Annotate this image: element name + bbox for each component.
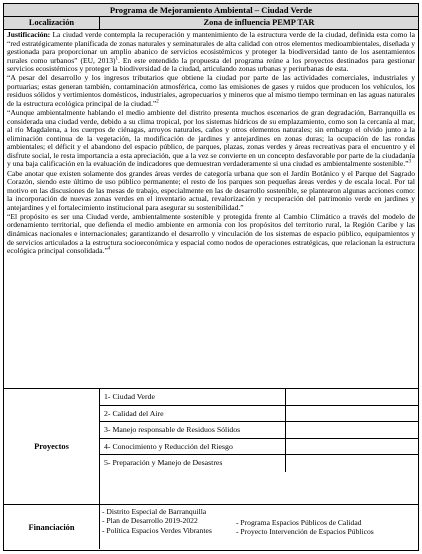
justification-text-1-tail: . En este entendido la propuesta del programa reúne a los proyectos destinados para gestionar servicios ecosistémicos y proteger la biodiversidad de la ciudad, articulando zonas urbanas y periurbanas de esta. xyxy=(7,55,415,74)
justification-paragraph-5 xyxy=(7,213,415,256)
financing-source-item: - Distrito Especial de Barranquilla xyxy=(102,507,207,516)
justification-lead: Justificación: xyxy=(7,30,51,39)
header-row xyxy=(4,17,418,30)
justification-paragraph-4: Cabe anotar que existen solamente dos grandes áreas verdes de categoría urbana que son el Jardín Botánico y el Parque del Sagrado Corazón, siendo este último de uso público permanente; el resto de los parques son pequeñas áreas verdes y de escala local. Por tal motivo en las discusiones de las mesas de trabajo, especialmente en las de desarrollo sostenible, se plantearon algunas acciones como: la incorporación de nuevas zonas verdes en el inventario actual, revalorización y recuperación del patrimonio verde en jardines y antejardines y el fortalecimiento institucional para asegurar su sostenibilidad.” xyxy=(7,168,415,212)
justification-paragraph-2 xyxy=(7,74,415,108)
project-item-label: 2- Calidad del Aire xyxy=(100,406,286,422)
program-title: Programa de Mejoramiento Ambiental – Ciudad Verde xyxy=(4,4,418,17)
projects-label: Proyectos xyxy=(4,389,100,504)
financing-label: Financiación xyxy=(4,505,100,549)
project-item-label: 4- Conocimiento y Reducción del Riesgo xyxy=(100,439,286,455)
financing-sources xyxy=(100,505,234,549)
footnote-ref-3: 3 xyxy=(408,159,411,165)
justification-text-1: La ciudad verde contempla la recuperación y mantenimiento de la estructura verde de la ciudad, definida esta como la “red estratégicamente planificada de zonas naturales y seminaturales de alta calidad con otros elementos medioambientales, diseñada y gestionada para proporcionar un amplio abanico de servicios ecosistémicos y proteger la biodiversidad tanto de los asentamientos rurales como urbanos” (EU, 2013) xyxy=(7,30,415,65)
projects-row xyxy=(4,389,418,505)
justification-text-2: “A pesar del desarrollo y los ingresos tributarios que obtiene la ciudad por parte de las actividades comerciales, industriales y portuarias; estas generan también, contaminación atmosférica, como las emisiones de gases y ruidos que producen los vehículos, los residuos sólidos y vertimientos domésticos, industriales, agropecuarios y mineros que al mismo tiempo terminan en las aguas naturales de la estructura ecológica principal de la ciudad.” xyxy=(7,73,415,108)
justification-text-5: “El propósito es ser una Ciudad verde, ambientalmente sostenible y protegida frente al Cambio Climático a través del modelo de ordenamiento territorial, que defienda el medio ambiente en armonía con los propósitos del territorio rural, la Región Caribe y las dinámicas nacionales e internacionales; garantizando el desarrollo y vinculación de los sistemas de espacio público, equipamientos y de servicios articulados a la estructura socioeconómica y espacial como nodos de operaciones estratégicas, que relacionan la estructura ecológica principal consolidada.” xyxy=(7,211,415,256)
financing-program-item: - Programa Espacios Públicos de Calidad xyxy=(236,517,362,527)
project-item-label: 5- Preparación y Manejo de Desastres xyxy=(100,455,286,472)
financing-program-item: - Proyecto Intervención de Espacios Públicos xyxy=(236,527,374,536)
financing-source-item: - Política Espacios Verdes Vibrantes xyxy=(102,525,212,535)
justification-paragraph-1 xyxy=(7,31,415,74)
financing-body xyxy=(100,505,418,549)
footnote-ref-2: 2 xyxy=(156,99,159,105)
projects-list xyxy=(100,389,418,504)
project-item xyxy=(100,422,418,439)
influence-zone-header: Zona de influencia PEMP TAR xyxy=(203,18,315,27)
program-table xyxy=(3,3,419,551)
project-item-label: 1- Ciudad Verde xyxy=(100,389,286,405)
project-item xyxy=(100,406,418,423)
project-item xyxy=(100,455,418,472)
justification-cell xyxy=(4,30,418,389)
project-item xyxy=(100,389,418,406)
location-header: Localización xyxy=(4,17,100,29)
project-item xyxy=(100,439,418,456)
financing-source-item: - Plan de Desarrollo 2019-2022 xyxy=(102,516,198,526)
justification-paragraph-3 xyxy=(7,109,415,169)
financing-row xyxy=(4,505,418,549)
footnote-ref-1: 1 xyxy=(115,56,118,62)
justification-text-3: “Aunque ambientalmente hablando el medio ambiente del distrito presenta muchos escenarios de gran degradación, Barranquilla es considerada una ciudad verde, debido a su clima tropical, por los sistemas hídricos de su emplazamiento, como son la cercanía al mar, al río Magdalena, a los cuerpos de ciénagas, arroyos naturales, caños y otros elementos naturales; sin embargo el olvido junto a la eliminación continua de la vegetación, la modificación de jardines y antejardines en zonas duras; la ocupación de las rondas ambientales; el déficit y el abandono del espacio público, de parques, plazas, zonas verdes y áreas recreativas para el encuentro y el disfrute social, le resta importancia a esta apreciación, que a la vez se convierte en un concepto desfavorable por parte de la ciudadanía y una baja calificación en la evaluación de indicadores que demuestran verdaderamente si una ciudad es ambientalmente sostenible.” xyxy=(7,108,415,169)
project-item-label: 3- Manejo responsable de Residuos Sólidos xyxy=(100,422,286,438)
footnote-ref-4: 4 xyxy=(107,246,111,252)
financing-programs xyxy=(234,505,418,549)
